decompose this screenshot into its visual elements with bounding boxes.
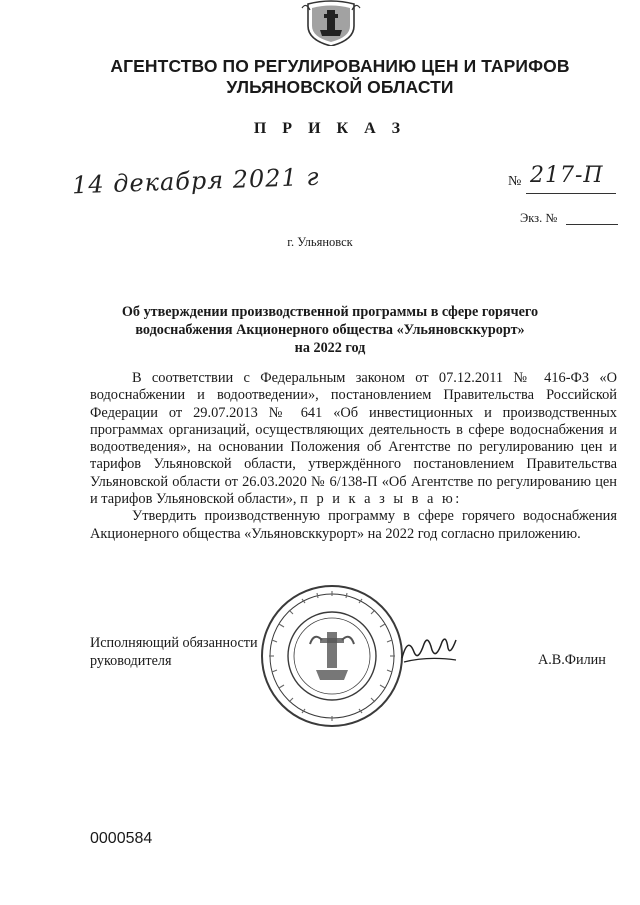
agency-name-line1: АГЕНТСТВО ПО РЕГУЛИРОВАНИЮ ЦЕН И ТАРИФОВ: [110, 56, 570, 76]
copy-number-blank: [566, 224, 618, 225]
signatory-title-line1: Исполняющий обязанности: [90, 635, 258, 651]
document-type: П Р И К А З: [253, 120, 407, 137]
copy-number-label: Экз. №: [520, 211, 558, 225]
resolution-paragraph: Утвердить производственную программу в сфере горячего водоснабжения Акционерного общества «Ульяновсккурорт» на 2022 год согласно приложению.: [90, 508, 617, 542]
order-subject-line2: водоснабжения Акционерного общества «Ульяновсккурорт»: [135, 322, 525, 338]
order-subject-line1: Об утверждении производственной программы в сфере горячего: [121, 304, 539, 320]
agency-name: [60, 56, 620, 98]
official-seal-stamp-icon: [258, 582, 406, 730]
preamble-text: В соответствии с Федеральным законом от 07.12.2011 № 416-ФЗ «О водоснабжении и водоотведении», постановлением Правительства Российской Федерации от 29.07.2013 № 641 «Об инвестиционных и производственных программах организаций, осуществляющих деятельность в сфере водоснабжения и водоотведения», на основании Положения об Агентстве по регулированию цен и тарифов Ульяновской области, утверждённого постановлением Правительства Ульяновской области от 26.03.2020 № 6/138-П «Об Агентстве по регулированию цен и тарифов Ульяновской области»,: [90, 370, 617, 508]
signatory-name: А.В.Филин: [538, 652, 606, 668]
handwritten-signature-icon: [398, 630, 460, 668]
order-number-label: №: [508, 174, 522, 189]
handwritten-date: 14 декабря 2021 г: [71, 162, 321, 200]
coat-of-arms-emblem-icon: [300, 0, 362, 46]
order-word: п р и к а з ы в а ю:: [300, 491, 462, 508]
handwritten-order-number: 217-П: [530, 163, 604, 188]
order-body: [90, 370, 617, 543]
order-subject: [100, 303, 560, 357]
order-number-underline: [526, 193, 616, 194]
signatory-title: [90, 635, 258, 670]
registration-number: 0000584: [90, 830, 153, 847]
order-subject-line3: на 2022 год: [294, 340, 366, 356]
signatory-title-line2: руководителя: [90, 652, 172, 669]
city: г. Ульяновск: [287, 235, 353, 249]
agency-name-line2: УЛЬЯНОВСКОЙ ОБЛАСТИ: [226, 77, 454, 97]
preamble-paragraph: [90, 370, 617, 508]
